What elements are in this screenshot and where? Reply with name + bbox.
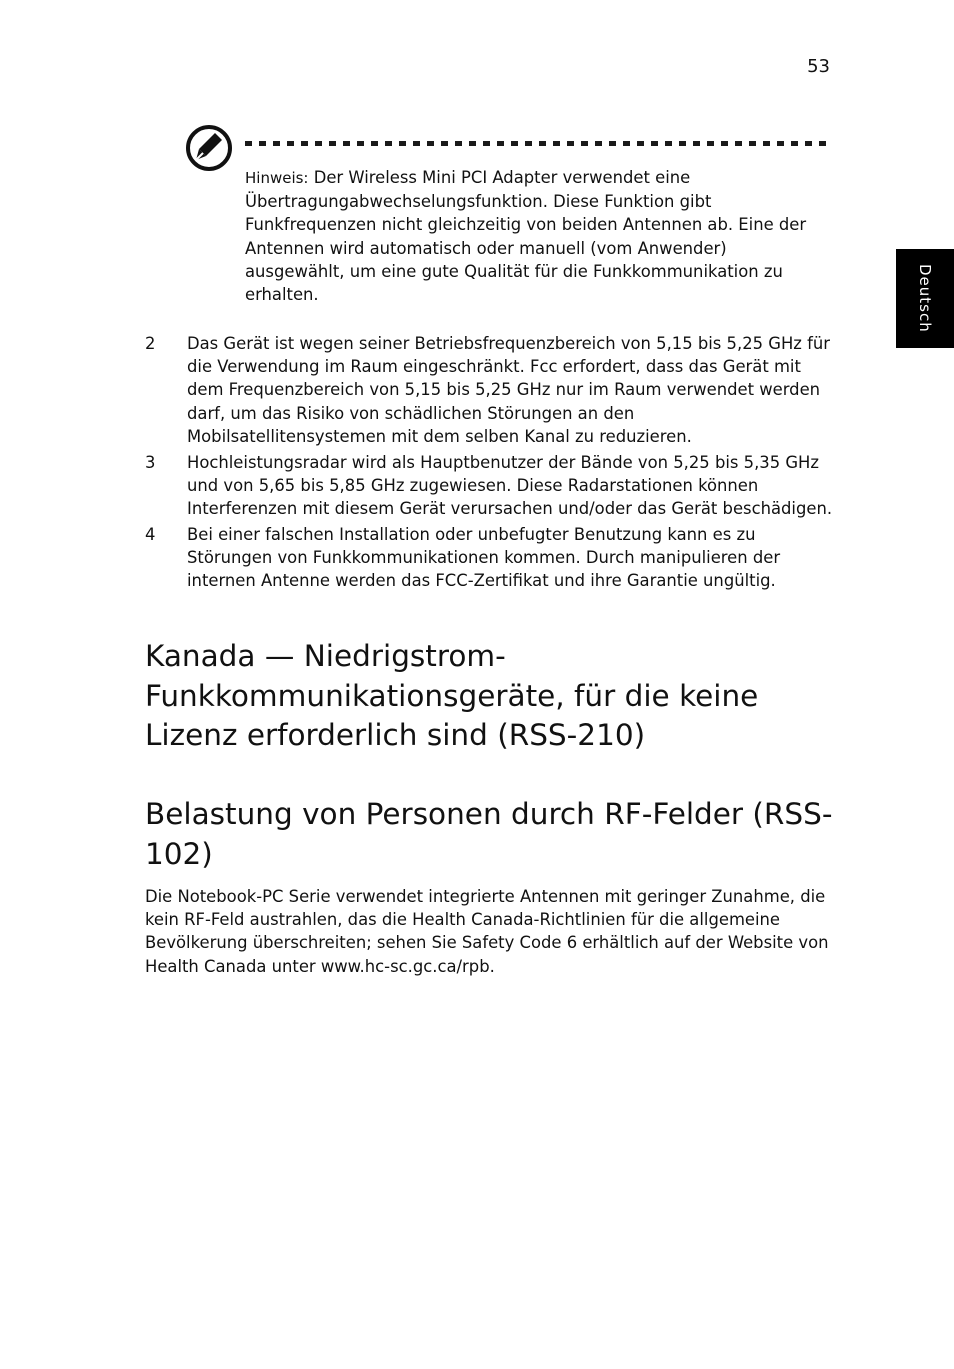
note-body: Der Wireless Mini PCI Adapter verwendet eine Übertragungabwechselungsfunktion. Diese Funktion gibt Funkfrequenzen nicht gleichzeitig von beiden Antennen ab. Eine der Antennen wird automatisch oder manuell (vom Anwender) ausgewählt, um eine gute Qualität für die Funkkommunikation zu erhalten.	[245, 168, 807, 305]
page-number: 53	[807, 56, 830, 77]
language-side-tab	[896, 249, 954, 348]
list-item-text: Hochleistungsradar wird als Hauptbenutzer der Bände von 5,25 bis 5,35 GHz und von 5,65 bis 5,85 GHz zugewiesen. Diese Radarstationen können Interferenzen mit diesem Gerät verursachen und/oder das Gerät beschädigen.	[187, 452, 833, 518]
list-item-number: 3	[145, 452, 156, 472]
body-paragraph: Die Notebook-PC Serie verwendet integrierte Antennen mit geringer Zunahme, die kein RF-Feld austrahlen, das die Health Canada-Richtlinien für die allgemeine Bevölkerung überschreiten; sehen Sie Safety Code 6 erhältlich auf der Website von Health Canada unter www.hc-sc.gc.ca/rpb.	[145, 887, 829, 976]
note-label: Hinweis:	[245, 169, 309, 187]
pen-note-icon	[185, 124, 233, 172]
list-item	[145, 451, 835, 521]
note-block	[245, 166, 830, 306]
list-item	[145, 332, 835, 448]
note-dotted-rule	[245, 141, 831, 146]
list-item	[145, 523, 835, 593]
list-item-text: Bei einer falschen Installation oder unbefugter Benutzung kann es zu Störungen von Funkkommunikationen kommen. Durch manipulieren der internen Antenne werden das FCC-Zertifikat und ihre Garantie ungültig.	[187, 524, 781, 591]
list-item-text: Das Gerät ist wegen seiner Betriebsfrequenzbereich von 5,15 bis 5,25 GHz für die Verwendung im Raum eingeschränkt. Fcc erfordert, dass das Gerät mit dem Frequenzbereich von 5,15 bis 5,25 GHz nur im Raum verwendet werden darf, um das Risiko von schädlichen Störungen an den Mobilsatellitensystemen mit dem selben Kanal zu reduzieren.	[187, 334, 830, 446]
list-item-number: 4	[145, 524, 156, 544]
numbered-list	[145, 332, 835, 595]
side-tab-label: Deutsch	[916, 264, 934, 333]
section-heading-rf-exposure: Belastung von Personen durch RF-Felder (RSS-102)	[145, 797, 833, 871]
section-heading-canada: Kanada — Niedrigstrom-Funkkommunikationsgeräte, für die keine Lizenz erforderlich sind (RSS-210)	[145, 639, 759, 752]
list-item-number: 2	[145, 334, 156, 353]
